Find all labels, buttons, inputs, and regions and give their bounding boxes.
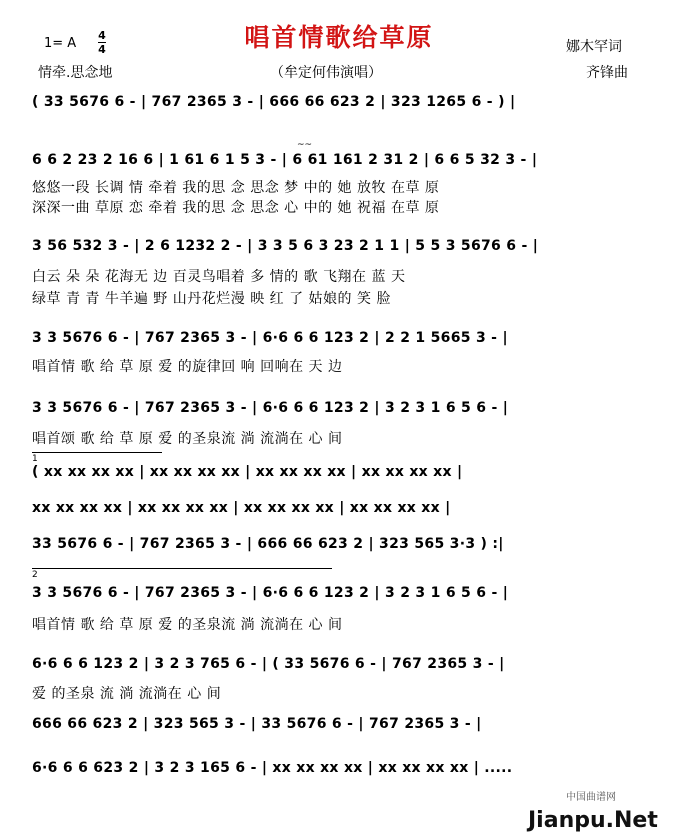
lyrics-verse1-line1: 悠悠一段 长调 情 牵着 我的思 念 思念 梦 中的 她 放牧 在草 原 [32,180,440,196]
lyricist-credit: 娜木罕词 [566,39,622,55]
lyrics-chorus-4: 爱 的圣泉 流 淌 流淌在 心 间 [32,686,222,702]
notation-row-6: ( xx xx xx xx | xx xx xx xx | xx xx xx xx | xx xx xx xx | [32,464,463,480]
lyrics-chorus-1: 唱首情 歌 给 草 原 爱 的旋律回 响 回响在 天 边 [32,359,343,375]
mood-marking: 情牵.思念地 [38,65,113,81]
trill-mark: ~~ [297,140,313,150]
time-sig-top: 4 [98,29,106,42]
time-signature [98,30,106,55]
song-title: 唱首情歌给草原 [244,23,434,52]
key-signature: 1= A [44,36,77,51]
notation-row-7: xx xx xx xx | xx xx xx xx | xx xx xx xx | xx xx xx xx | [32,500,451,516]
watermark-site: Jianpu.Net [528,808,658,833]
singer-credit: （牟定何伟演唱） [270,65,382,81]
notation-row-3: 3 56 532 3 - | 2 6 1232 2 - | 3 3 5 6 3 23 2 1 1 | 5 5 3 5676 6 - | [32,238,539,254]
second-ending-bracket: 2 [32,568,332,577]
lyrics-verse2-line1: 深深一曲 草原 恋 牵着 我的思 念 思念 心 中的 她 祝福 在草 原 [32,200,440,216]
notation-row-9: 3 3 5676 6 - | 767 2365 3 - | 6·6 6 6 123 2 | 3 2 3 1 6 5 6 - | [32,585,509,601]
notation-row-11: 666 66 623 2 | 323 565 3 - | 33 5676 6 - | 767 2365 3 - | [32,716,482,732]
notation-row-10: 6·6 6 6 123 2 | 3 2 3 765 6 - | ( 33 5676 6 - | 767 2365 3 - | [32,656,505,672]
time-sig-bottom: 4 [98,43,106,56]
lyrics-verse2-line2: 绿草 青 青 牛羊遍 野 山丹花烂漫 映 红 了 姑娘的 笑 脸 [32,291,391,307]
notation-row-4: 3 3 5676 6 - | 767 2365 3 - | 6·6 6 6 123 2 | 2 2 1 5665 3 - | [32,330,508,346]
notation-row-2: 6 6 2 23 2 16 6 | 1 61 6 1 5 3 - | 6 61 161 2 31 2 | 6 6 5 32 3 - | [32,152,538,168]
lyrics-verse1-line2: 白云 朵 朵 花海无 边 百灵鸟唱着 多 情的 歌 飞翔在 蓝 天 [32,269,406,285]
lyrics-chorus-3: 唱首情 歌 给 草 原 爱 的圣泉流 淌 流淌在 心 间 [32,617,343,633]
first-ending-bracket: 1 [32,452,162,461]
notation-row-12: 6·6 6 6 623 2 | 3 2 3 165 6 - | xx xx xx xx | xx xx xx xx | ..... [32,760,513,776]
watermark-subtitle: 中国曲谱网 [566,792,616,803]
notation-row-8: 33 5676 6 - | 767 2365 3 - | 666 66 623 2 | 323 565 3·3 ) :| [32,536,504,552]
composer-credit: 齐锋曲 [586,65,628,81]
notation-row-1: ( 33 5676 6 - | 767 2365 3 - | 666 66 623 2 | 323 1265 6 - ) | [32,94,516,110]
notation-row-5: 3 3 5676 6 - | 767 2365 3 - | 6·6 6 6 123 2 | 3 2 3 1 6 5 6 - | [32,400,509,416]
lyrics-chorus-2: 唱首颂 歌 给 草 原 爱 的圣泉流 淌 流淌在 心 间 [32,431,343,447]
